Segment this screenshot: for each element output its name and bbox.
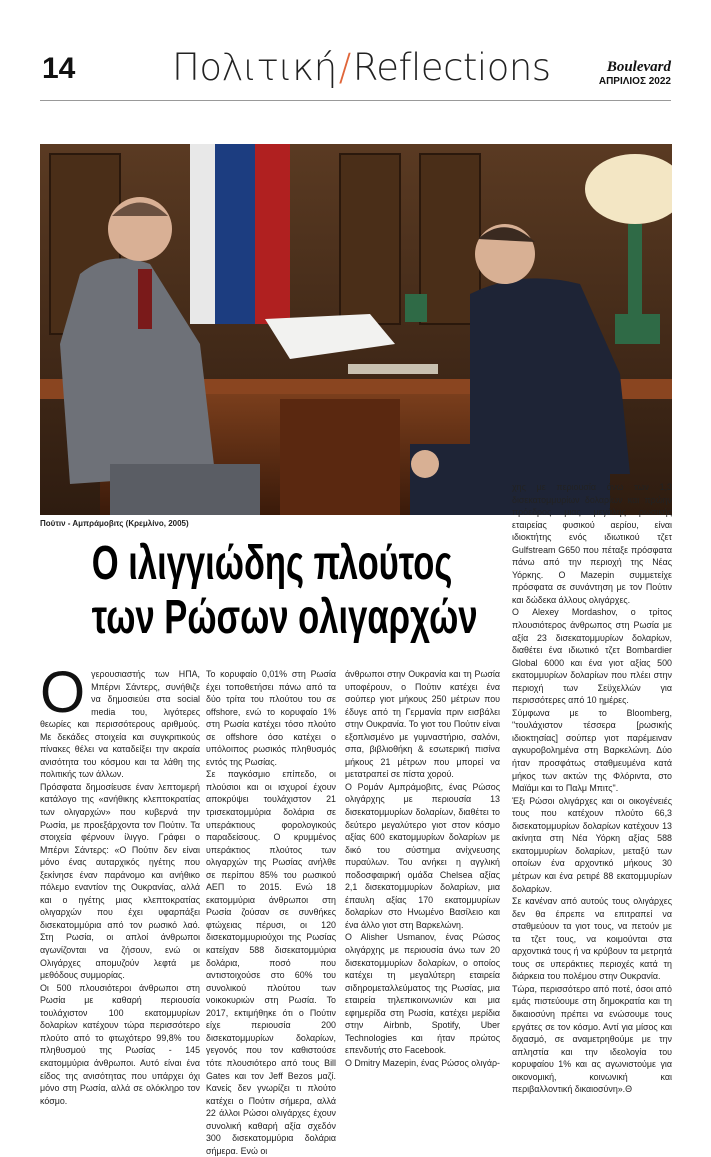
brand-logo: Boulevard [606,59,671,75]
paragraph: Πρόσφατα δημοσίευσε έναν λεπτομερή κατάλογο της «ανήθικης κλεπτοκρατίας των ολιγαρχών» που κυβερνά την Ρωσία, με προεξάρχοντα τον Πούτιν. Τα στοιχεία φέρνουν ίλιγγο. Γράφει ο Μπέρνι Σάντερς: «Ο Πούτιν δεν είναι μόνο ένας αυταρχικός ηγέτης που ξεκίνησε έναν παράνομο και ανήθικο πόλεμο εναντίον της Ουκρανίας, αλλά και ο ηγέτης μιας κλεπτοκρατίας ολιγαρχών που έχει υφαρπάξει δισεκατομμύρια από τον ρωσικό λαό. Στη Ρωσία, οι απλοί άνθρωποι αγωνίζονται να ζήσουν, ενώ οι Ολιγάρχες απομυζούν λεφτά με μεθόδους συμμορίας. [40,781,200,981]
paragraph: O Dmitry Mazepin, ένας Ρώσος ολιγάρ- [345,1057,500,1068]
text-column-2 [206,668,336,1157]
text-column-4 [512,481,672,1096]
page-number: 14 [42,52,76,85]
page-header [0,0,711,100]
paragraph: Τώρα, περισσότερο από ποτέ, όσοι από εμάς πιστεύουμε στη δημοκρατία και τη δικαιοσύνη πρέπει να ενώσουμε τους εργάτες σε τον κόσμο. Αντί για μίσος και διχασμό, σε αναμετρηθούμε με την απληστία και την ιδεολογία του κορυφαίου 1% και ας αγωνιστούμε για οικονομική, κοινωνική και περιβαλλοντική δικαιοσύνη».Θ [512,983,672,1095]
paragraph: Σύμφωνα με το Bloomberg, "τουλάχιστον τέσσερα [ρωσικής ιδιοκτησίας] σούπερ γιοτ παρέμειναν αγκυροβολημένα στη Βαρκελώνη. Δύο ήταν προσφάτως σταθμευμένα κατά μήκος των ακτών της Φλόριντα, στο Μαϊάμι και το Παλμ Μπιτς". [512,707,672,794]
paragraph: χης με περιουσία άνω των 1,3 δισεκατομμυρίων δολαρίων και πρώην πρόεδρος μιας μεγάλης ρωσικής εταιρείας φυσικού αερίου, είναι ιδιοκτήτης ενός ιδιωτικού τζετ Gulfstream G650 που πέταξε πρόσφατα πάνω από την περιοχή της Νέας Υόρκης. Ο Mazepin συμμετείχε πρόσφατα σε συνάντηση με τον Πούτιν και δώδεκα άλλους ολιγάρχες. [512,482,672,605]
article-headline [91,537,478,645]
section-slash: / [338,46,351,89]
paragraph: Σε κανέναν από αυτούς τους ολιγάρχες δεν θα έπρεπε να επιτραπεί να σταθμεύουν τα γιοτ τους, να πετούν με τα τζετ τους, να κοιμούνται στα αρχοντικά τους ή να κρύβουν τα μετρητά τους σε υπεράκτιες περιοχές κατά τη διάρκεια του πολέμου στην Ουκρανία. [512,896,672,982]
header-divider [40,100,671,101]
article-photo [40,144,672,515]
drop-cap: Ο [40,660,86,725]
headline-line-1: Ο ιλιγγιώδης πλούτος [91,537,453,590]
section-title-english: Reflections [352,46,551,89]
photo-illustration [40,144,672,515]
text-column-3 [345,668,500,1070]
text-column-1 [40,660,200,1107]
issue-date: ΑΠΡΙΛΙΟΣ 2022 [598,76,671,87]
paragraph: O Alisher Usmanov, ένας Ρώσος ολιγάρχης με περιουσία άνω των 20 δισεκατομμυρίων δολαρίων, ο οποίος κατέχει τη μεγαλύτερη εταιρεία σιδηρομεταλλεύματος της Ρωσίας, μια εταιρεία τηλεπικοινωνιών και μια εφημερίδα στη Ρωσία, κατέχει μερίδια στην Airbnb, Spotify, Uber Technologies και ήταν πρώτος επενδυτής στο Facebook. [345,932,500,1056]
photo-caption: Πούτιν - Αμπράμοβιτς (Κρεμλίνο, 2005) [40,519,189,528]
magazine-brand [599,60,671,88]
paragraph: άνθρωποι στην Ουκρανία και τη Ρωσία υποφέρουν, ο Πούτιν κατέχει ένα σούπερ γιοτ μήκους 250 μέτρων που έδυγε από τη Γερμανία πριν εισβάλει στην Ουκρανία. Το γιοτ του Πούτιν είναι εξοπλισμένο με γυμναστήριο, σαλόνι, σπα, βιβλιοθήκη & εσωτερική πισίνα μήκους 21 μέτρων που μπορεί να μετατραπεί σε πίστα χορού. [345,669,500,780]
section-title [172,46,551,89]
paragraph: Οι 500 πλουσιότεροι άνθρωποι στη Ρωσία με καθαρή περιουσία τουλάχιστον 100 εκατομμυρίων δολαρίων κατέχουν τώρα περισσότερο πλούτο από το φτωχότερο 99,8% του πληθυσμού της Ρωσίας - 145 εκατομμύρια άνθρωποι. Αυτό είναι ένα είδος της ανισότητας που υπάρχει όχι μόνο στη Ρωσία, αλλά σε ολόκληρο τον κόσμο. [40,982,200,1106]
paragraph: Το κορυφαίο 0,01% στη Ρωσία έχει τοποθετήσει πάνω από τα δύο τρίτα του πλούτου του σε offshore, ενώ το κορυφαίο 1% στη Ρωσία κατέχει τόσο πλούτο σε offshore όσο κατέχει ο υπόλοιπος ρωσικός πληθυσμός εντός της Ρωσίας. [206,669,336,767]
paragraph: Έξι Ρώσοι ολιγάρχες και οι οικογένειές τους που κατέχουν πλούτο 66,3 δισεκατομμυρίων δολαρίων κατέχουν 13 ακίνητα στη Νέα Υόρκη αξίας 588 εκατομμυρίων δολαρίων, μεταξύ των οποίων ένα αρχοντικό μήκους 30 μέτρων και ένα ρετιρέ 88 εκατομμυρίων δολαρίων. [512,795,672,894]
paragraph: Ο Ρομάν Αμπράμοβιτς, ένας Ρώσος ολιγάρχης με περιουσία 13 δισεκατομμυρίων δολαρίων, διαθέτει το δεύτερο μεγαλύτερο γιοτ στον κόσμο αξίας 600 εκατομμυρίων δολαρίων με δικό του σύστημα ανίχνευσης πυραύλων. Του ανήκει η αγγλική ποδοσφαιρική ομάδα Chelsea αξίας 2,1 δισεκατομμυρίων δολαρίων, μια έπαυλη αξίας 170 εκατομμυρίων δολαρίων στο Ηνωμένο Βασίλειο και ένα άλλο γιοτ στη Βαρκελώνη. [345,781,500,930]
headline-line-2: των Ρώσων ολιγαρχών [91,591,478,644]
paragraph: Ο Alexey Mordashov, ο τρίτος πλουσιότερος άνθρωπος στη Ρωσία με αξία 23 δισεκατομμυρίων δολαρίων, διαθέτει ένα ιδιωτικό τζετ Bombardier Global 6000 και ένα γιοτ αξίας 500 εκατομμυρίων δολαρίων που πλέει στην περιοχή των Σεϋχελλών για περισσότερες από 10 ημέρες. [512,607,672,706]
section-title-greek: Πολιτική [172,46,337,89]
paragraph: γερουσιαστής των ΗΠΑ, Μπέρνι Σάντερς, συνήθιζε να δημοσιεύει στα social media του, λιγότερες θεωρίες και περισσότερους αριθμούς. Με δεκάδες στοιχεία και συγκριτικούς πίνακες θέλει να καταδείξει την ακραία ανισότητα του κόσμου και τα λάθη της πολιτικής των άλλων. [40,669,200,780]
paragraph: Σε παγκόσμιο επίπεδο, οι πλούσιοι και οι ισχυροί έχουν αποκρύψει τουλάχιστον 21 τρισεκατομμύρια δολάρια σε υπεράκτιους φορολογικούς παραδείσους. Ο κρυμμένος υπεράκτιος πλούτος των ολιγαρχών της Ρωσίας ανήλθε σε περίπου 85% του ρωσικού ΑΕΠ το 2015. Ενώ 18 εκατομμύρια άνθρωποι στη Ρωσία ζούσαν σε συνθήκες φτώχειας πέρυσι, οι 120 δισεκατομμυριούχοι της Ρωσίας κατείχαν 588 δισεκατομμύρια δολάρια, ποσό που αντιστοιχούσε στο 60% του συνολικού πλούτου των νοικοκυριών στη Ρωσία. Το 2017, εκτιμήθηκε ότι ο Πούτιν είχε περιουσία 200 δισεκατομμυρίων δολαρίων, γεγονός που τον καθιστούσε τότε πλουσιότερο από τους Bill Gates και τον Jeff Bezos μαζί. Κανείς δεν γνωρίζει τι πλούτο κατέχει ο Πούτιν σήμερα, αλλά 22 άλλοι Ρώσοι ολιγάρχες έχουν συνολική καθαρή αξία σχεδόν 300 δισεκατομμύρια δολάρια σήμερα. Ενώ οι [206,769,336,1156]
